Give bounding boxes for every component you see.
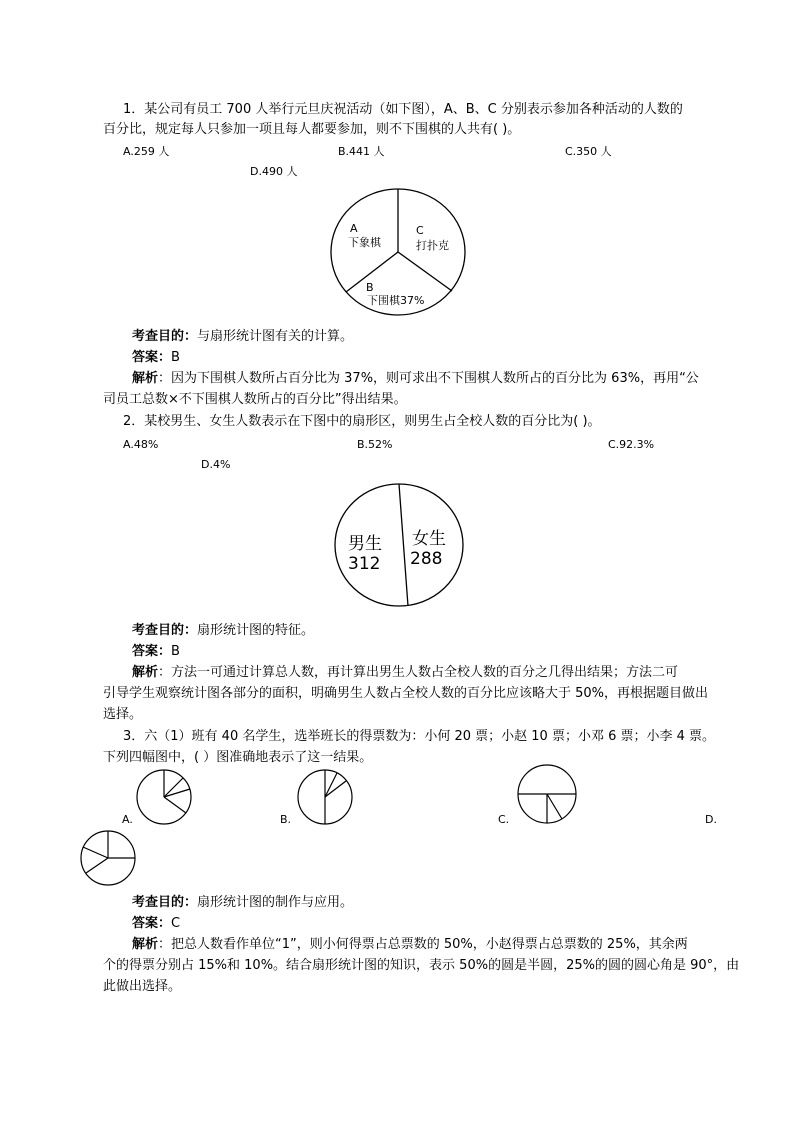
q2-answer-value: B	[171, 644, 180, 659]
q2-analysis-line3: 选择。	[103, 707, 143, 722]
q2-boys-value: 312	[348, 554, 381, 574]
q3-pie-b	[297, 769, 353, 825]
q1-analysis-label: 解析	[132, 371, 159, 386]
q3-analysis-line1: ：把总人数看作单位“1”，则小何得票占总票数的 50%，小赵得票占总票数的 25%，其余两	[158, 937, 688, 952]
q1-answer-label: 答案：	[132, 350, 172, 365]
q2-purpose	[132, 621, 314, 641]
q3-analysis-label: 解析	[132, 937, 159, 952]
q1-answer	[132, 348, 180, 368]
q2-purpose-text: 扇形统计图的特征。	[197, 623, 315, 638]
q3-analysis-line2: 个的得票分别占 15%和 10%。结合扇形统计图的知识，表示 50%的圆是半圆，25%的圆的圆心角是 90°，由	[103, 958, 740, 973]
q3-stem-line2: 下列四幅图中，( ）图准确地表示了这一结果。	[103, 750, 373, 765]
q3-analysis	[132, 935, 688, 955]
q1-purpose-label: 考查目的：	[132, 329, 198, 344]
q2-option-b: B.52%	[357, 438, 393, 451]
q1-analysis-line2: 司员工总数×不下围棋人数所占的百分比”得出结果。	[103, 392, 407, 407]
q2-analysis-label: 解析	[132, 665, 159, 680]
q3-answer-label: 答案：	[132, 916, 172, 931]
q2-stem-line1: 2．某校男生、女生人数表示在下图中的扇形区，则男生占全校人数的百分比为( )。	[123, 414, 601, 429]
q3-pie-a	[136, 769, 192, 825]
q3-analysis-line3: 此做出选择。	[103, 979, 182, 994]
q1-pie-chart	[330, 188, 466, 316]
q2-answer	[132, 642, 180, 662]
q2-option-c: C.92.3%	[608, 438, 655, 451]
q1-purpose-text: 与扇形统计图有关的计算。	[197, 329, 354, 344]
q1-answer-value: B	[171, 350, 180, 365]
q2-boys-label: 男生	[348, 534, 382, 554]
q2-analysis-line1: ：方法一可通过计算总人数，再计算出男生人数占全校人数的百分之几得出结果；方法二可	[158, 665, 679, 680]
q3-purpose	[132, 893, 353, 913]
q1-sector-c-name: 打扑克	[416, 239, 449, 252]
q2-pie-chart	[334, 483, 464, 609]
q3-pie-c	[517, 764, 577, 824]
q3-purpose-text: 扇形统计图的制作与应用。	[197, 895, 354, 910]
q3-answer	[132, 914, 180, 934]
q2-girls-value: 288	[410, 549, 443, 569]
q1-stem-line1: 1．某公司有员工 700 人举行元旦庆祝活动（如下图），A、B、C 分别表示参加各种活动的人数的	[123, 102, 683, 117]
q1-sector-b-letter: B	[366, 281, 374, 294]
q3-option-a: A.	[122, 813, 133, 826]
q3-option-d: D.	[705, 813, 717, 826]
q3-purpose-label: 考查目的：	[132, 895, 198, 910]
q1-option-d: D.490 人	[250, 165, 298, 178]
q3-option-c: C.	[498, 813, 510, 826]
q2-option-d: D.4%	[201, 458, 231, 471]
q2-analysis-line2: 引导学生观察统计图各部分的面积，明确男生人数占全校人数的百分比应该略大于 50%，再根据题目做出	[103, 686, 709, 701]
q3-option-b: B.	[280, 813, 292, 826]
q3-stem-line1: 3．六（1）班有 40 名学生，选举班长的得票数为：小何 20 票；小赵 10 票；小邓 6 票；小李 4 票。	[123, 729, 716, 744]
q1-option-b: B.441 人	[338, 145, 385, 158]
q2-purpose-label: 考查目的：	[132, 623, 198, 638]
q2-option-a: A.48%	[123, 438, 159, 451]
q3-pie-d	[80, 830, 136, 886]
q2-answer-label: 答案：	[132, 644, 172, 659]
q1-sector-a-name: 下象棋	[348, 236, 381, 249]
q1-sector-b-name: 下围棋37%	[367, 294, 425, 307]
q1-analysis-line1: ：因为下围棋人数所占百分比为 37%，则可求出不下围棋人数所占的百分比为 63%，再用“公	[158, 371, 699, 386]
q1-option-c: C.350 人	[565, 145, 612, 158]
q1-sector-a-letter: A	[350, 222, 358, 235]
q1-stem-line2: 百分比，规定每人只参加一项且每人都要参加，则不下围棋的人共有( )。	[103, 122, 521, 137]
q1-sector-c-letter: C	[416, 224, 424, 237]
q2-analysis	[132, 663, 678, 683]
q2-girls-label: 女生	[412, 529, 446, 549]
q3-answer-value: C	[171, 916, 181, 931]
q1-option-a: A.259 人	[123, 145, 170, 158]
q1-purpose	[132, 327, 353, 347]
q1-analysis	[132, 369, 699, 389]
